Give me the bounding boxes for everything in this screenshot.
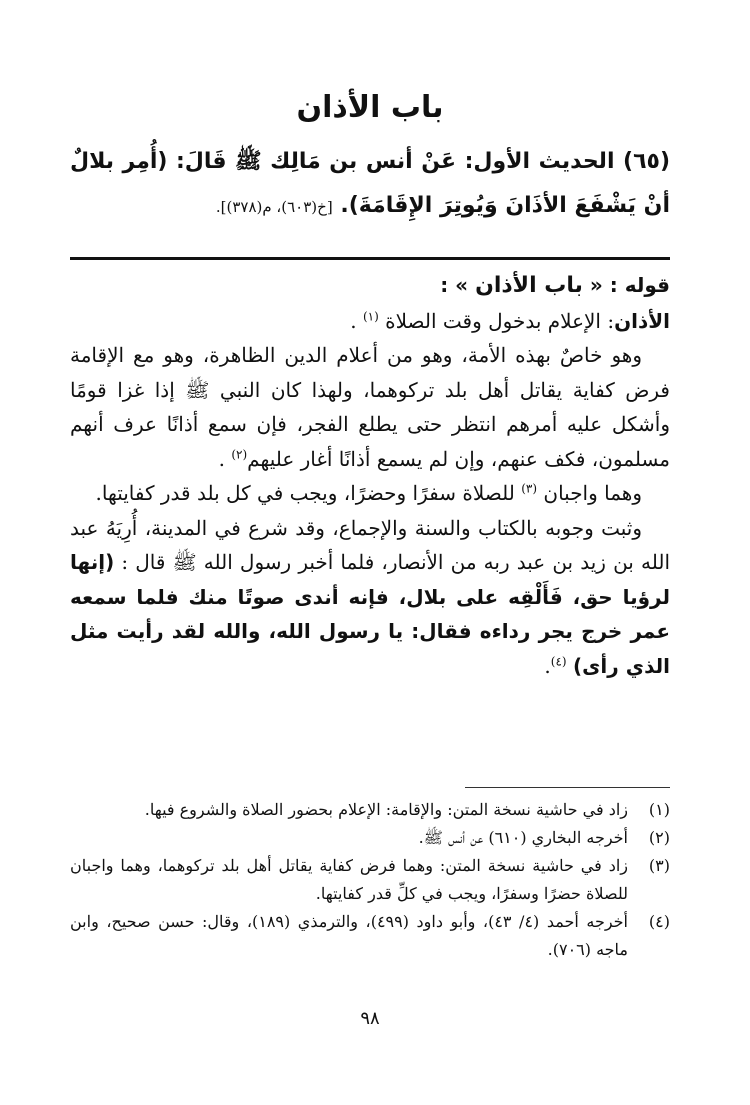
- hadith-reference: [خ(٦٠٣)، م(٣٧٨)].: [215, 198, 333, 216]
- chapter-title: باب الأذان: [296, 90, 444, 125]
- footnote-marker-2[interactable]: (٢): [231, 446, 248, 461]
- paragraph-2: وهما واجبان $^{(٣)}$ للصلاة سفرًا وحضرًا، ويجب في كل بلد قدر كفايتها.: [95, 481, 642, 505]
- paragraph-1: وهو خاصٌ بهذه الأمة، وهو من أعلام الدين الظاهرة، وهو مع الإقامة فرض كفاية يقاتل أهل بلد تركوهما، ولهذا كان النبي ﷺ إذا غزا قومًا وأشكل عليه أمرهم انتظر حتى يطلع الفجر، فإن سمع أذانًا عرف أنهم مسلمون، فكف عنهم، وإن لم يسمع أذانًا أغار عليهم$^{(٢)}$ .: [70, 343, 670, 471]
- hadith-text: عَنْ أنس بن مَالِك ﷺ قَالَ: (أُمِر بلالٌ أنْ يَشْفَعَ الأذَانَ وَيُوتِرَ الإِقَامَةَ).: [70, 149, 670, 218]
- footnote-item: [70, 852, 670, 908]
- footnote-text: أخرجه أحمد (٤/ ٤٣)، وأبو داود (٤٩٩)، والترمذي (١٨٩)، وقال: حسن صحيح، وابن ماجه (٧٠٦).: [70, 912, 628, 959]
- footnote-number: (٣): [648, 856, 670, 875]
- hadith-quote: (إنها لرؤيا حق، فَأَلْقِه على بلال، فإنه أندى صوتًا منك فلما سمعه عمر خرج يجر رداءه فقال: يا رسول الله، والله لقد رأيت مثل الذي رأى): [70, 550, 670, 678]
- hadith-number: (٦٥): [623, 149, 670, 174]
- footnote-number: (٢): [648, 828, 670, 847]
- footnote-number: (٤): [648, 912, 670, 931]
- footnotes: [70, 796, 670, 964]
- footnote-marker-4[interactable]: (٤): [550, 653, 567, 668]
- footnote-divider: [465, 787, 670, 788]
- definition-text: : الإعلام بدخول وقت الصلاة: [385, 308, 615, 333]
- definition-paragraph: الأذان: الإعلام بدخول وقت الصلاة $^{(١)}$ .: [350, 308, 670, 333]
- paragraph-3: وثبت وجوبه بالكتاب والسنة والإجماع، وقد شرع في المدينة، أُرِيَهُ عبد الله بن زيد بن عبد ربه من الأنصار، فلما أخبر رسول الله ﷺ قال : (إنها لرؤيا حق، فَأَلْقِه على بلال، فإنه أندى صوتًا منك فلما سمعه عمر خرج يجر رداءه فقال: يا رسول الله، والله لقد رأيت مثل الذي رأى) $^{(٤)}$.: [70, 515, 670, 678]
- document-page: [70, 0, 670, 1105]
- footnote-text: زاد في حاشية نسخة المتن: والإقامة: الإعلام بحضور الصلاة والشروع فيها.: [144, 800, 628, 819]
- commentary-heading-term: باب الأذان: [475, 273, 583, 298]
- definition-term: الأذان: [614, 308, 670, 333]
- commentary-body: [70, 268, 670, 683]
- commentary-heading: قوله : « باب الأذان » :: [440, 273, 670, 298]
- footnote-item: [70, 824, 670, 852]
- hadith-label: الحديث الأول:: [464, 149, 615, 174]
- footnote-item: [70, 908, 670, 964]
- footnote-number: (١): [648, 800, 670, 819]
- footnote-item: [70, 796, 670, 824]
- page-number: ٩٨: [360, 1008, 380, 1029]
- footnote-text: أخرجه البخاري (٦١٠) عن أنس ﷺ.: [418, 828, 628, 847]
- footnote-marker-1[interactable]: (١): [362, 308, 379, 323]
- section-divider: [70, 257, 670, 260]
- footnote-text: زاد في حاشية نسخة المتن: وهما فرض كفاية يقاتل أهل بلد تركوهما، وهما واجبان للصلاة حضرًا وسفرًا، ويجب في كلِّ قدر كفايتها.: [70, 856, 628, 903]
- hadith-block: [70, 140, 670, 229]
- footnote-marker-3[interactable]: (٣): [521, 481, 538, 496]
